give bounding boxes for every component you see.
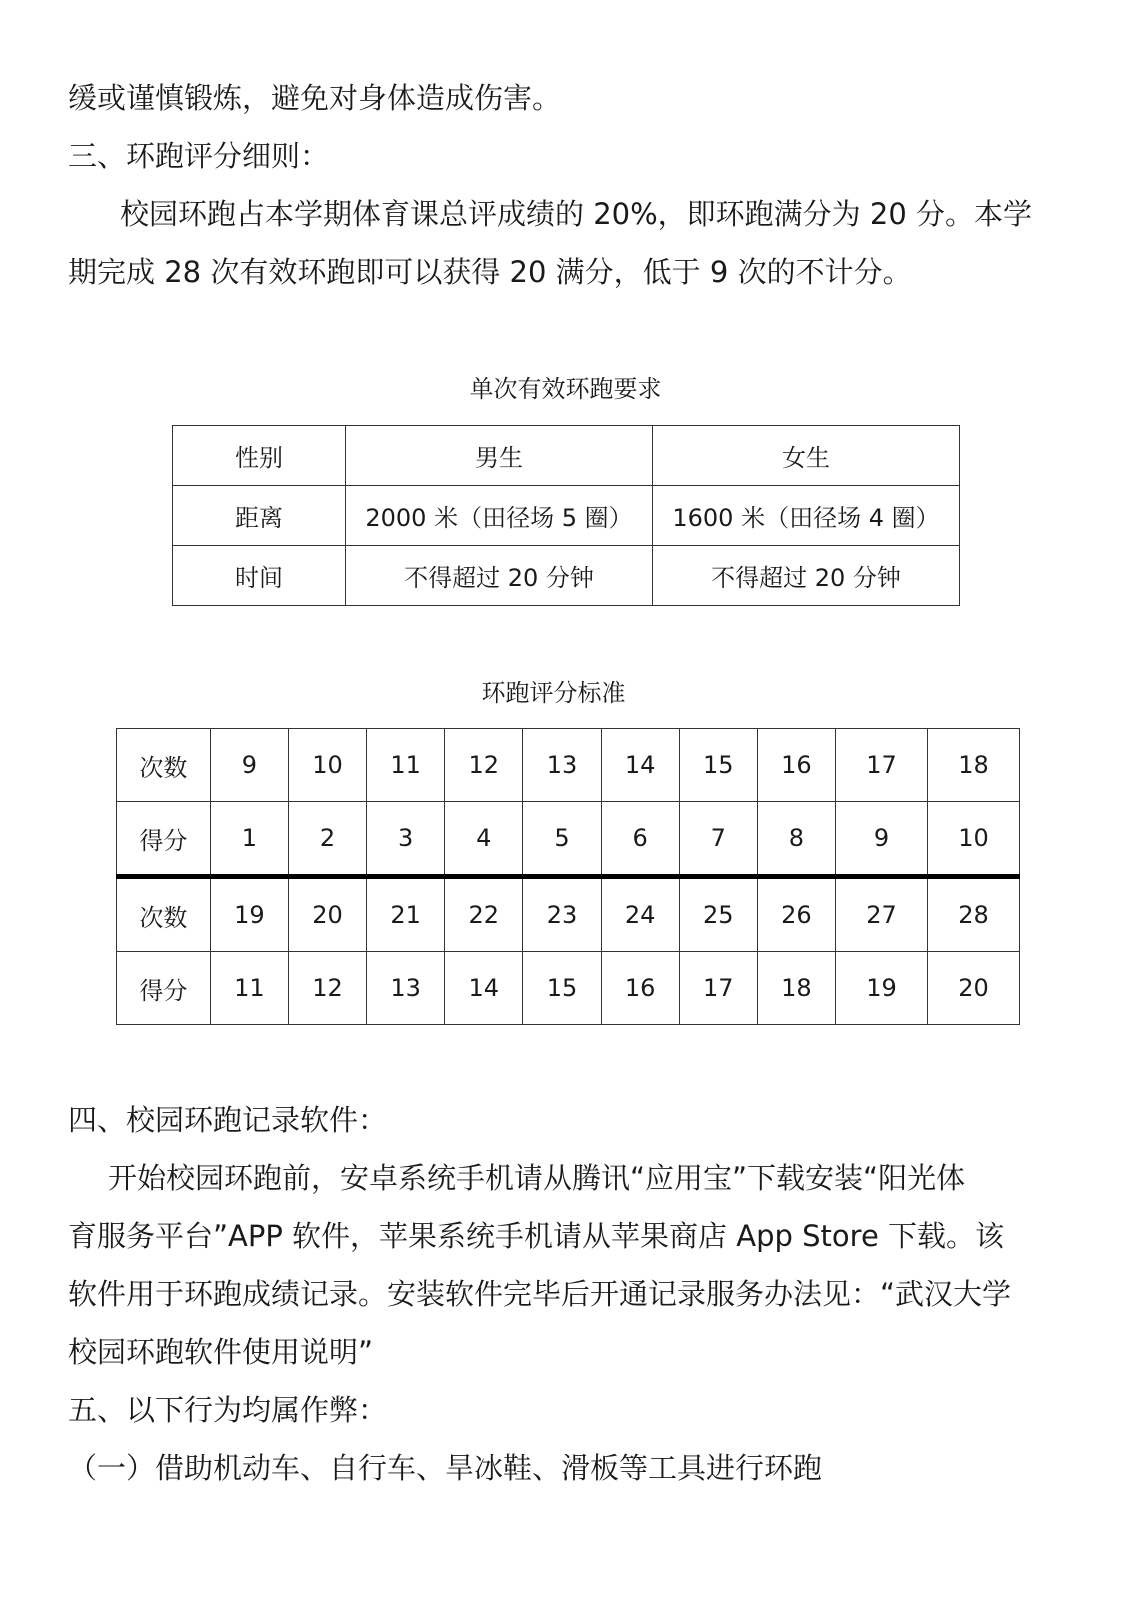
table-cell: 3: [367, 802, 445, 877]
table-cell: 5: [523, 802, 601, 877]
table-cell: 12: [288, 952, 366, 1025]
row-header-cell: 次数: [117, 877, 211, 952]
paragraph-line: 校园环跑软件使用说明”: [68, 1335, 374, 1369]
paragraph-line: 缓或谨慎锻炼，避免对身体造成伤害。: [68, 81, 562, 115]
table-cell: 7: [679, 802, 757, 877]
table-cell: 24: [601, 877, 679, 952]
paragraph-line: 育服务平台”APP 软件，苹果系统手机请从苹果商店 App Store 下载。该: [68, 1219, 1005, 1253]
table-cell: 1: [210, 802, 288, 877]
table-cell: 11: [210, 952, 288, 1025]
table-cell: 26: [757, 877, 835, 952]
table-cell: 16: [757, 729, 835, 802]
table-cell: 20: [927, 952, 1019, 1025]
table-row: [117, 877, 1020, 952]
table-cell: 15: [679, 729, 757, 802]
table-cell: 不得超过 20 分钟: [346, 546, 653, 606]
table-cell: 14: [445, 952, 523, 1025]
table-cell: 16: [601, 952, 679, 1025]
table-row: [117, 952, 1020, 1025]
table-row: [173, 486, 960, 546]
table-cell: 8: [757, 802, 835, 877]
table-cell: 13: [367, 952, 445, 1025]
row-header-cell: 次数: [117, 729, 211, 802]
table-cell: 女生: [653, 426, 960, 486]
paragraph-line: 软件用于环跑成绩记录。安装软件完毕后开通记录服务办法见：“武汉大学: [68, 1277, 1012, 1311]
paragraph-line: 期完成 28 次有效环跑即可以获得 20 满分，低于 9 次的不计分。: [68, 255, 912, 289]
table-cell: 距离: [173, 486, 346, 546]
table-cell: 6: [601, 802, 679, 877]
table-cell: 2: [288, 802, 366, 877]
table-cell: 13: [523, 729, 601, 802]
table-cell: 22: [445, 877, 523, 952]
table-cell: 23: [523, 877, 601, 952]
row-header-cell: 得分: [117, 802, 211, 877]
table-cell: 2000 米（田径场 5 圈）: [346, 486, 653, 546]
table-row: [117, 729, 1020, 802]
table-cell: 男生: [346, 426, 653, 486]
table-row: [117, 802, 1020, 877]
requirement-table: [172, 425, 960, 606]
table-cell: 时间: [173, 546, 346, 606]
table-cell: 1600 米（田径场 4 圈）: [653, 486, 960, 546]
score-table: [116, 728, 1020, 1025]
table-cell: 21: [367, 877, 445, 952]
table-cell: 25: [679, 877, 757, 952]
table-cell: 19: [836, 952, 928, 1025]
row-header-cell: 得分: [117, 952, 211, 1025]
section-4-heading: 四、校园环跑记录软件：: [68, 1103, 388, 1137]
table-cell: 27: [836, 877, 928, 952]
table-cell: 17: [836, 729, 928, 802]
paragraph-line: 开始校园环跑前，安卓系统手机请从腾讯“应用宝”下载安装“阳光体: [108, 1161, 966, 1195]
table-cell: 18: [757, 952, 835, 1025]
table-cell: 15: [523, 952, 601, 1025]
section-5-heading: 五、以下行为均属作弊：: [68, 1393, 388, 1427]
table-cell: 11: [367, 729, 445, 802]
table-cell: 14: [601, 729, 679, 802]
table-cell: 4: [445, 802, 523, 877]
table-row: [173, 426, 960, 486]
table-cell: 9: [836, 802, 928, 877]
paragraph-line: 校园环跑占本学期体育课总评成绩的 20%，即环跑满分为 20 分。本学: [120, 197, 1033, 231]
table-cell: 19: [210, 877, 288, 952]
table-cell: 性别: [173, 426, 346, 486]
score-table-caption: 环跑评分标准: [481, 679, 626, 707]
list-item: （一）借助机动车、自行车、旱冰鞋、滑板等工具进行环跑: [68, 1451, 823, 1485]
table-cell: 10: [288, 729, 366, 802]
section-3-heading: 三、环跑评分细则：: [68, 139, 330, 173]
table-cell: 18: [927, 729, 1019, 802]
table-cell: 12: [445, 729, 523, 802]
table-row: [173, 546, 960, 606]
table-cell: 9: [210, 729, 288, 802]
table-cell: 28: [927, 877, 1019, 952]
table-cell: 10: [927, 802, 1019, 877]
requirement-table-caption: 单次有效环跑要求: [469, 375, 662, 403]
table-cell: 17: [679, 952, 757, 1025]
table-cell: 20: [288, 877, 366, 952]
table-cell: 不得超过 20 分钟: [653, 546, 960, 606]
